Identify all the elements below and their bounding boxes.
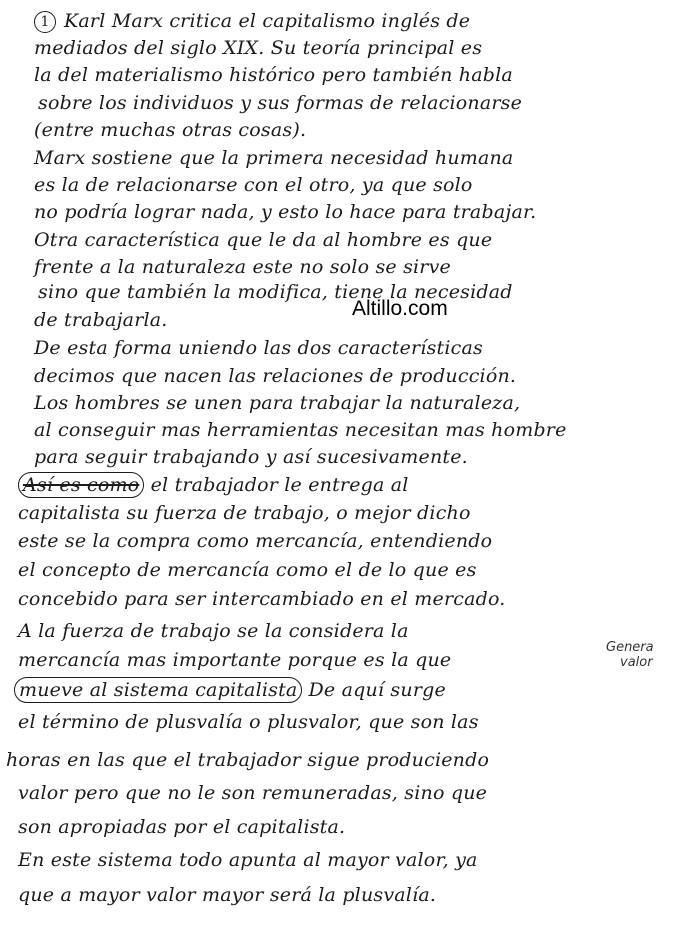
text-line-8: no podría lograr nada, y esto lo hace para trabajar. [34, 201, 537, 223]
margin-note: Genera valor [606, 640, 654, 670]
line-text: el trabajador le entrega al [150, 474, 409, 496]
text-line-25 [0, 673, 700, 707]
text-line-11: sino que también la modifica, tiene la necesidad [38, 281, 513, 303]
text-line-17: para seguir trabajando y así sucesivamente. [34, 446, 468, 468]
text-line-13: De esta forma uniendo las dos características [34, 337, 483, 359]
text-line-27: horas en las que el trabajador sigue produciendo [6, 749, 490, 771]
struck-phrase-box [18, 472, 144, 498]
boxed-phrase: mueve al sistema capitalista [14, 677, 302, 703]
text-line-23: A la fuerza de trabajo se la considera la [18, 620, 409, 642]
text-line-28: valor pero que no le son remuneradas, sino que [18, 782, 488, 804]
text-line-7: es la de relacionarse con el otro, ya que solo [34, 174, 473, 196]
text-line-15: Los hombres se unen para trabajar la naturaleza, [34, 392, 521, 414]
line-text: De aquí surge [308, 679, 446, 701]
text-line-14: decimos que nacen las relaciones de producción. [34, 365, 517, 387]
text-line-30: En este sistema todo apunta al mayor valor, ya [18, 849, 478, 871]
line-text: Karl Marx critica el capitalismo inglés de [64, 10, 471, 32]
text-line-22: concebido para ser intercambiado en el mercado. [18, 588, 506, 610]
watermark: Altillo.com [352, 297, 448, 320]
text-line-12: de trabajarla. [34, 309, 168, 331]
text-line-4: sobre los individuos y sus formas de relacionarse [38, 92, 523, 114]
item-number: 1 [34, 11, 56, 33]
text-line-3: la del materialismo histórico pero también habla [34, 64, 513, 86]
text-line-6: Marx sostiene que la primera necesidad humana [34, 147, 514, 169]
text-line-10: frente a la naturaleza este no solo se sirve [34, 256, 451, 278]
text-line-16: al conseguir mas herramientas necesitan mas hombre [34, 419, 567, 441]
text-line-9: Otra característica que le da al hombre es que [34, 229, 493, 251]
text-line-21: el concepto de mercancía como el de lo que es [18, 559, 477, 581]
text-line-29: son apropiadas por el capitalista. [18, 816, 346, 838]
text-line-20: este se la compra como mercancía, entendiendo [18, 530, 493, 552]
text-line-2: mediados del siglo XIX. Su teoría principal es [34, 37, 483, 59]
text-line-24: mercancía mas importante porque es la que [18, 649, 452, 671]
struck-phrase: Así es como [23, 474, 140, 496]
text-line-26: el término de plusvalía o plusvalor, que son las [18, 711, 479, 733]
text-line-31: que a mayor valor mayor será la plusvalía. [18, 884, 437, 906]
text-line-19: capitalista su fuerza de trabajo, o mejor dicho [18, 502, 471, 524]
text-line-5: (entre muchas otras cosas). [34, 119, 307, 141]
